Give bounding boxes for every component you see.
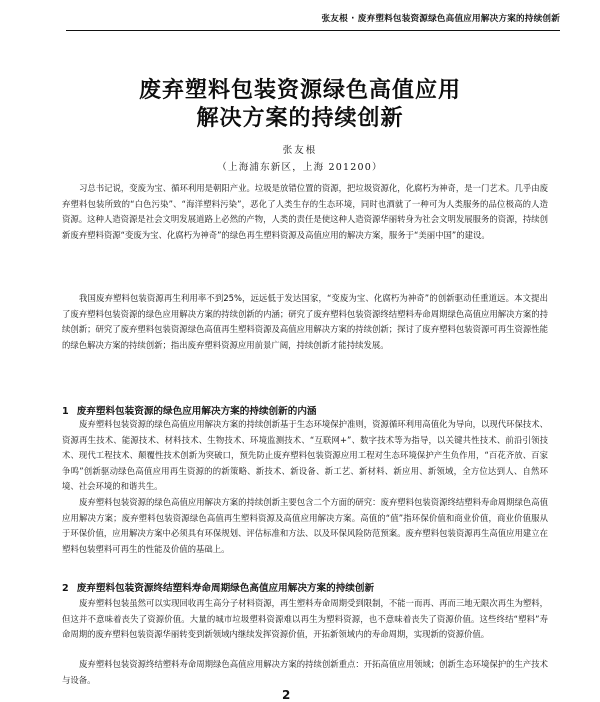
- section-number: 2: [62, 583, 69, 594]
- running-header: [0, 0, 600, 24]
- section-paragraph: 废弃塑料包装虽然可以实现回收再生高分子材料资源，再生塑料寿命周期受到限制，不能一而再、再而三地无限次再生为塑料，但这并不意味着丧失了资源价值。大量的城市垃圾塑料资源难以再生为塑料资源，也不意味着丧失了资源价值。这些终结“塑料”寿命周期的废弃塑料包装资源华丽转变到新领域内继续发挥资源价值，开拓新领域内的寿命周期，实现新的资源价值。: [62, 598, 548, 640]
- section-number: 1: [62, 406, 69, 417]
- section-heading-1: [62, 403, 548, 417]
- author-affiliation: （上海浦东新区，上海 201200）: [217, 162, 383, 173]
- page-number: 2: [282, 688, 291, 702]
- intro-paragraph: 习总书记说，变废为宝、循环利用是朝阳产业。垃圾是放错位置的资源，把垃圾资源化，化腐朽为神奇，是一门艺术。几乎由废弃塑料包装所致的“白色污染”、“海洋塑料污染”，恶化了人类生存的生态环境，同时也酒就了一种可为人类服务的品位极高的人造资源。这种人造资源是社会文明发展道路上必然的产物，人类的责任是使这种人造资源华丽转身为社会文明发展服务的资源，持续创新废弃塑料资源“变废为宝、化腐朽为神奇”的绿色再生塑料资源及高值应用的解决方案，服务于“美丽中国”的建设。: [62, 183, 548, 240]
- section-title: 废弃塑料包装资源终结塑料寿命周期绿色高值应用解决方案的持续创新: [76, 583, 375, 594]
- article-title-line1: 废弃塑料包装资源绿色高值应用: [138, 78, 461, 103]
- section-paragraph: 废弃塑料包装资源终结塑料寿命周期绿色高值应用解决方案的持续创新重点：开拓高值应用领域；创新生态环境保护的生产技术与设备。: [62, 659, 548, 685]
- section-paragraph: 废弃塑料包装资源的绿色高值应用解决方案的持续创新基于生态环境保护准则，资源循环利用高值化为导向，以现代环保技术、资源再生技术、能源技术、材料技术、生物技术、环境监测技术、“互联网+”、数字技术等为指导，以关键共性技术、前沿引领技术、现代工程技术、颠覆性技术创新为突破口，预先防止废弃塑料包装资源应用工程对生态环境保护产生负作用，“百花齐放、百家争鸣”创新驱动绿色高值应用再生资源的的新策略、新技术、新设备、新工艺、新材料、新应用、新领域，全方位达到人、自然环境、社会环境的和谐共生。: [62, 419, 548, 492]
- section-paragraph: 废弃塑料包装资源的绿色高值应用解决方案的持续创新主要包含二个方面的研究：废弃塑料包装资源终结塑料寿命周期绿色高值应用解决方案；废弃塑料包装资源绿色高值再生塑料资源及高值应用解决方案。高值的“值”指环保价值和商业价值，商业价值服从于环保价值，应用解决方案中必须具有环保规划、评估标准和方法、以及环保风险防范预案。废弃塑料包装资源再生高值应用建立在塑料包装塑料可再生的性能及价值的基础上。: [62, 497, 548, 554]
- running-header-text: 张友根 · 废弃塑料包装资源绿色高值应用解决方案的持续创新: [321, 14, 560, 24]
- section-heading-2: [62, 580, 548, 594]
- section-title: 废弃塑料包装资源的绿色应用解决方案的持续创新的内涵: [76, 406, 317, 417]
- author-name: 张友根: [282, 145, 318, 156]
- article-title-line2: 解决方案的持续创新: [196, 106, 404, 131]
- header-rule: [66, 30, 560, 31]
- intro-paragraph: 我国废弃塑料包装资源再生利用率不到25%，远远低于发达国家，“变废为宝、化腐朽为神奇”的创新驱动任重道远。本文提出了废弃塑料包装资源的绿色应用解决方案的持续创新的内涵；研究了废弃塑料包装资源终结塑料寿命周期绿色高值应用解决方案的持续创新；研究了废弃塑料包装资源绿色高值再生塑料资源及高值应用解决方案的持续创新；探讨了废弃塑料包装资源可再生资源性能的绿色解决方案的持续创新；指出废弃塑料资源应用前景广阔，持续创新才能持续发展。: [62, 293, 548, 350]
